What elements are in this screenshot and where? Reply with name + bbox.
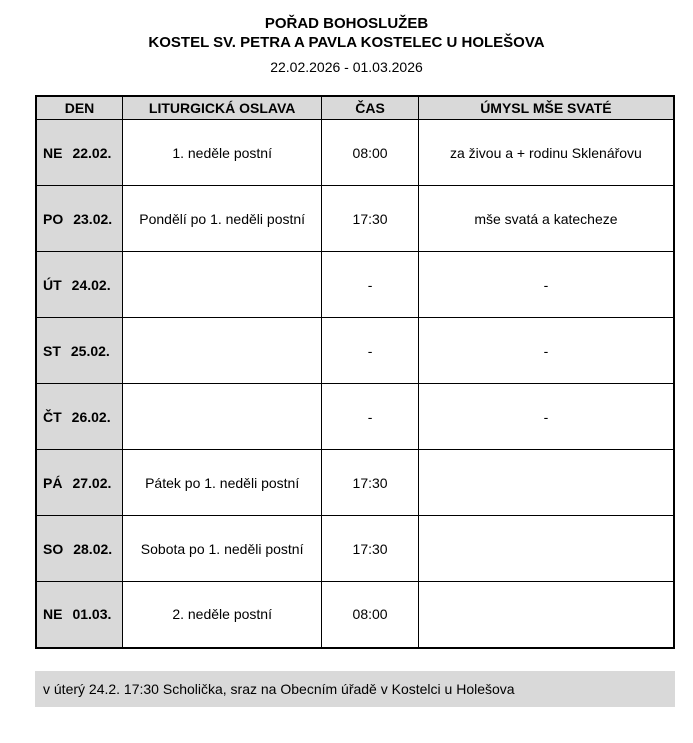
celebration-cell bbox=[123, 318, 322, 384]
intention-cell bbox=[418, 582, 674, 648]
time-cell: 08:00 bbox=[322, 582, 419, 648]
intention-cell bbox=[418, 450, 674, 516]
day-cell bbox=[36, 252, 123, 318]
day-cell bbox=[36, 450, 123, 516]
table-row bbox=[36, 384, 674, 450]
day-abbr: SO bbox=[43, 540, 64, 557]
table-row bbox=[36, 318, 674, 384]
day-abbr: ST bbox=[43, 342, 61, 359]
day-abbr: NE bbox=[43, 606, 63, 623]
day-date: 24.02. bbox=[71, 276, 111, 293]
day-cell bbox=[36, 516, 123, 582]
celebration-cell: Pondělí po 1. neděli postní bbox=[123, 186, 322, 252]
intention-cell bbox=[418, 516, 674, 582]
day-date: 25.02. bbox=[70, 342, 110, 359]
time-cell: 17:30 bbox=[322, 516, 419, 582]
mass-schedule-table bbox=[35, 95, 675, 649]
day-abbr: PO bbox=[43, 210, 64, 227]
table-row bbox=[36, 582, 674, 648]
celebration-cell: Sobota po 1. neděli postní bbox=[123, 516, 322, 582]
intention-cell: - bbox=[418, 318, 674, 384]
table-row bbox=[36, 450, 674, 516]
table-row bbox=[36, 516, 674, 582]
day-cell bbox=[36, 120, 123, 186]
day-cell bbox=[36, 384, 123, 450]
celebration-cell: 2. neděle postní bbox=[123, 582, 322, 648]
time-cell: 17:30 bbox=[322, 186, 419, 252]
column-header-day: DEN bbox=[36, 96, 123, 120]
column-header-intention: ÚMYSL MŠE SVATÉ bbox=[418, 96, 674, 120]
church-name: KOSTEL SV. PETRA A PAVLA KOSTELEC U HOLEŠOVA bbox=[148, 34, 545, 51]
column-header-time: ČAS bbox=[322, 96, 419, 120]
celebration-cell: Pátek po 1. neděli postní bbox=[123, 450, 322, 516]
document-title: POŘAD BOHOSLUŽEB bbox=[264, 15, 429, 32]
intention-cell: - bbox=[418, 384, 674, 450]
day-date: 26.02. bbox=[71, 408, 111, 425]
day-cell bbox=[36, 318, 123, 384]
day-date: 22.02. bbox=[72, 144, 112, 161]
intention-cell: - bbox=[418, 252, 674, 318]
table-row bbox=[36, 252, 674, 318]
day-cell bbox=[36, 186, 123, 252]
day-date: 27.02. bbox=[72, 474, 112, 491]
table-header-row bbox=[36, 96, 674, 120]
day-abbr: ÚT bbox=[43, 276, 62, 293]
time-cell: - bbox=[322, 252, 419, 318]
celebration-cell: 1. neděle postní bbox=[123, 120, 322, 186]
intention-cell: za živou a + rodinu Sklenářovu bbox=[418, 120, 674, 186]
celebration-cell bbox=[123, 384, 322, 450]
table-row bbox=[36, 120, 674, 186]
time-cell: 17:30 bbox=[322, 450, 419, 516]
time-cell: - bbox=[322, 318, 419, 384]
day-cell bbox=[36, 582, 123, 648]
column-header-celebration: LITURGICKÁ OSLAVA bbox=[123, 96, 322, 120]
time-cell: 08:00 bbox=[322, 120, 419, 186]
celebration-cell bbox=[123, 252, 322, 318]
week-date-range: 22.02.2026 - 01.03.2026 bbox=[270, 59, 423, 75]
day-abbr: NE bbox=[43, 144, 63, 161]
day-abbr: ČT bbox=[43, 408, 62, 425]
day-date: 23.02. bbox=[73, 210, 113, 227]
announcement-note: v úterý 24.2. 17:30 Scholička, sraz na Obecním úřadě v Kostelci u Holešova bbox=[35, 671, 675, 707]
document-header bbox=[0, 14, 693, 75]
time-cell: - bbox=[322, 384, 419, 450]
day-abbr: PÁ bbox=[43, 474, 63, 491]
table-row bbox=[36, 186, 674, 252]
day-date: 01.03. bbox=[72, 606, 112, 623]
intention-cell: mše svatá a katecheze bbox=[418, 186, 674, 252]
day-date: 28.02. bbox=[73, 540, 113, 557]
